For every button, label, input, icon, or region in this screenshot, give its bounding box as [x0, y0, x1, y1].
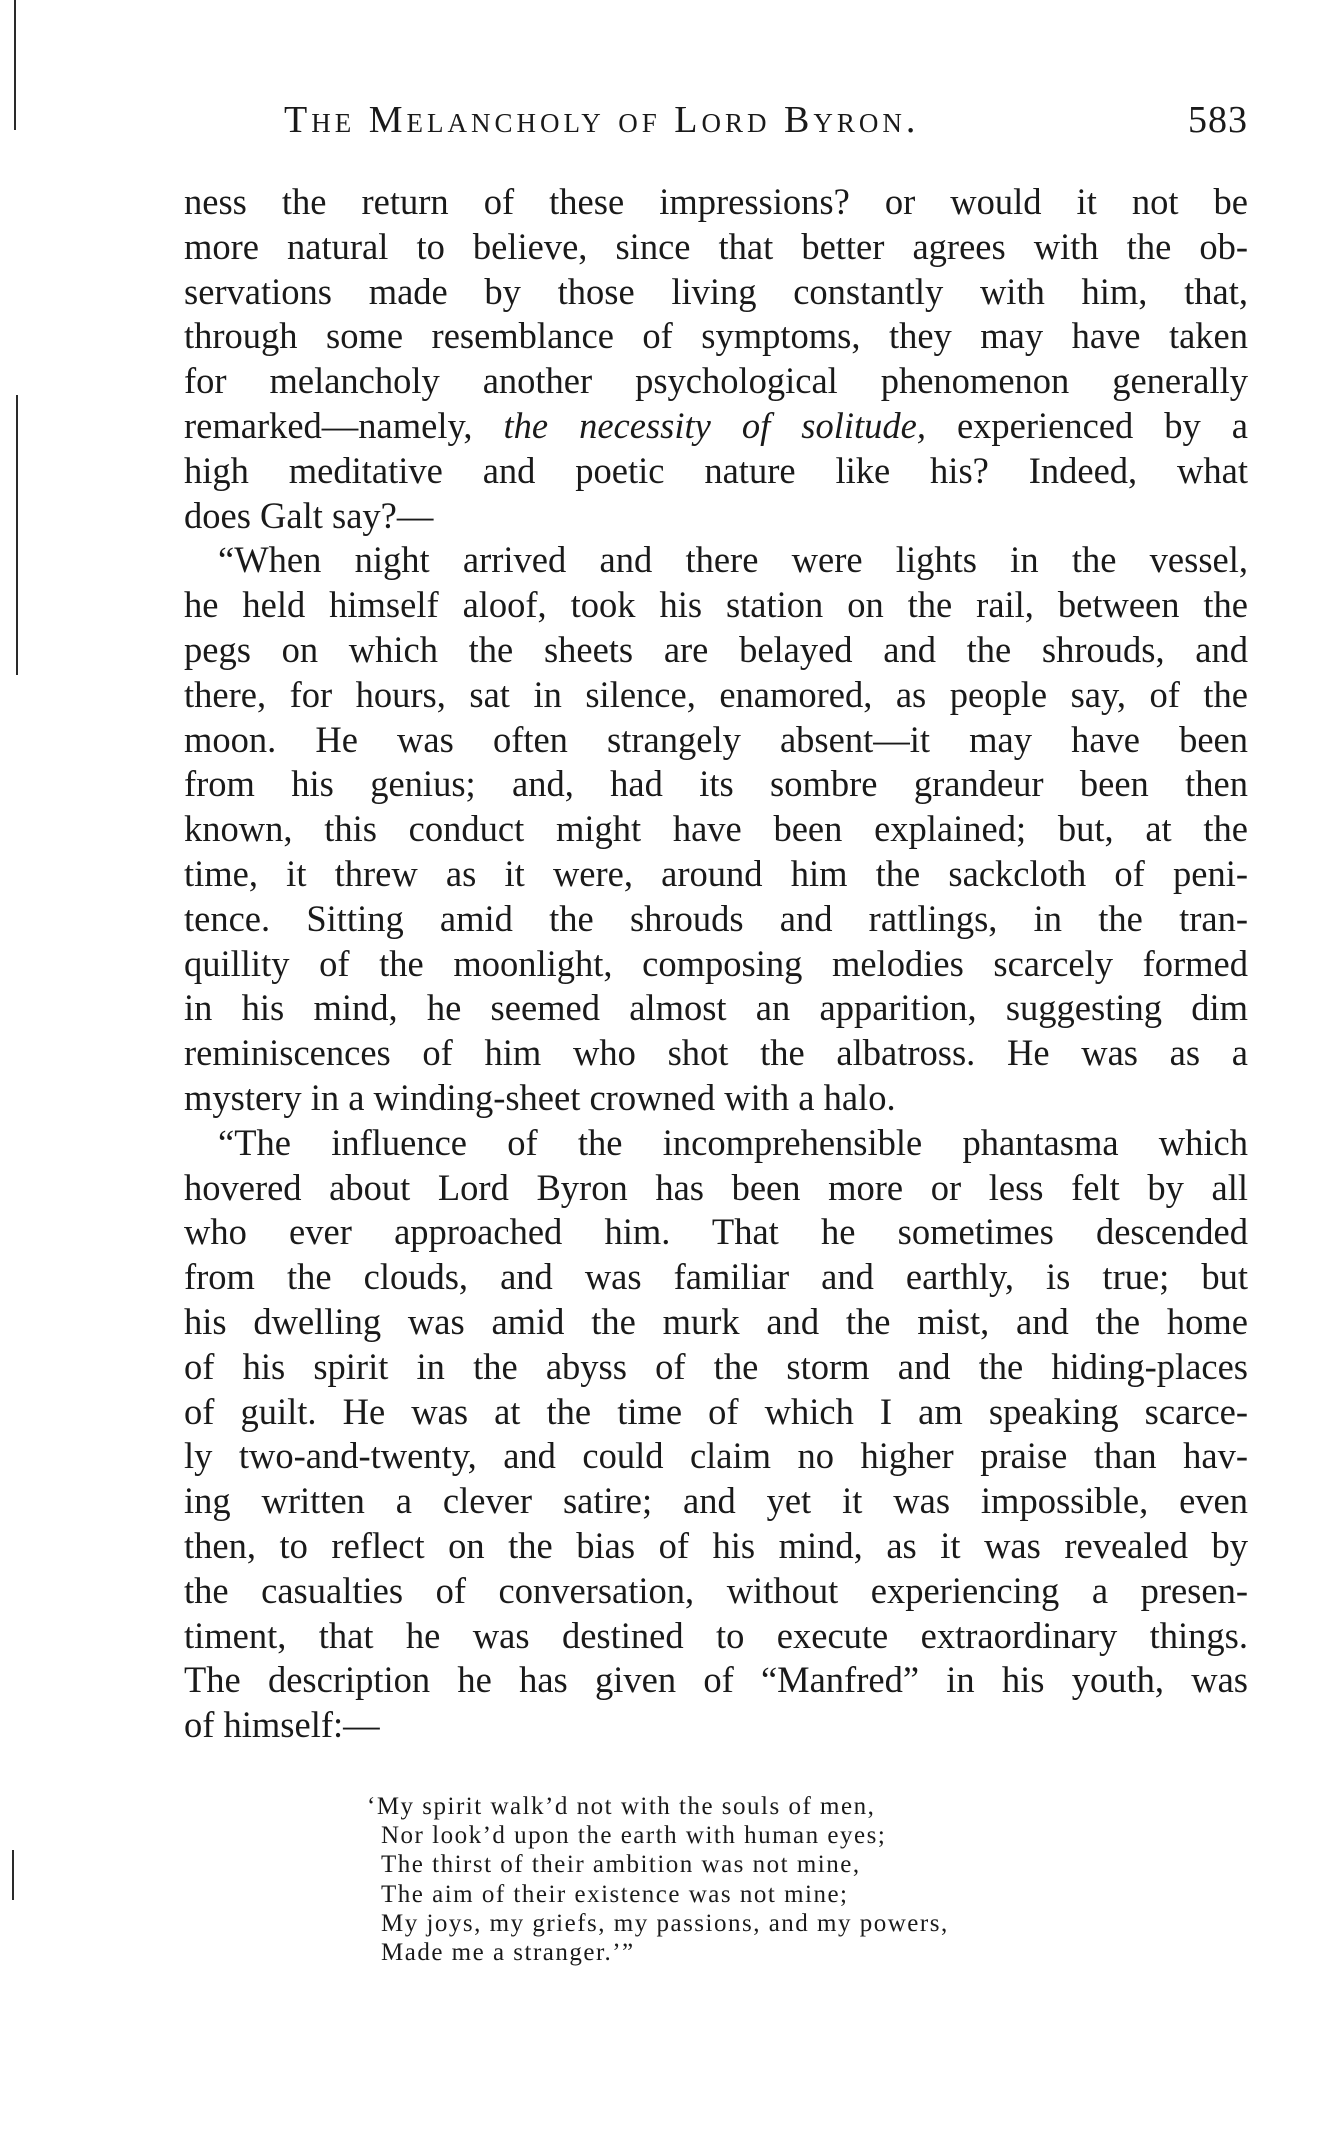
text-fragment: experienced by a	[925, 404, 1248, 446]
text-line: more natural to believe, since that better agrees with the ob-	[184, 225, 1248, 267]
text-line: The description he has given of “Manfred” in his youth, was	[184, 1659, 1248, 1701]
text-line: known, this conduct might have been explained; but, at the	[184, 808, 1248, 850]
text-line: moon. He was often strangely absent—it may have been	[184, 718, 1248, 760]
text-line: pegs on which the sheets are belayed and the shrouds, and	[184, 628, 1248, 670]
text-line: from the clouds, and was familiar and earthly, is true; but	[184, 1256, 1248, 1298]
text-line: does Galt say?—	[184, 494, 434, 536]
scan-margin-mark	[16, 395, 18, 675]
text-line: through some resemblance of symptoms, they may have taken	[184, 315, 1248, 357]
verse-quotation	[367, 1792, 1147, 1967]
text-line: mystery in a winding-sheet crowned with a halo.	[184, 1076, 896, 1118]
text-line: time, it threw as it were, around him the sackcloth of peni-	[184, 852, 1248, 894]
text-line: he held himself aloof, took his station on the rail, between the	[184, 584, 1248, 626]
quote-paragraph-start: “When night arrived and there were lights in the vessel,	[218, 539, 1248, 581]
scan-margin-mark	[12, 1850, 14, 1900]
scan-margin-mark	[14, 0, 16, 130]
text-line: then, to reflect on the bias of his mind, as it was revealed by	[184, 1524, 1248, 1566]
verse-line: My joys, my griefs, my passions, and my powers,	[381, 1909, 949, 1937]
text-line: who ever approached him. That he sometimes descended	[184, 1211, 1248, 1253]
verse-line: ‘My spirit walk’d not with the souls of men,	[367, 1793, 876, 1820]
text-line: hovered about Lord Byron has been more or less felt by all	[184, 1166, 1248, 1208]
text-line: of guilt. He was at the time of which I am speaking scarce-	[184, 1390, 1248, 1432]
verse-line: The thirst of their ambition was not mine,	[381, 1851, 861, 1879]
running-head	[184, 98, 1248, 150]
text-line: ly two-and-twenty, and could claim no higher praise than hav-	[184, 1435, 1248, 1477]
quote-paragraph-start: “The influence of the incomprehensible phantasma which	[218, 1121, 1248, 1163]
text-fragment: remarked—namely,	[184, 404, 504, 446]
body-text	[184, 180, 1248, 1748]
text-line: from his genius; and, had its sombre grandeur been then	[184, 763, 1248, 805]
text-line: reminiscences of him who shot the albatross. He was as a	[184, 1032, 1248, 1074]
text-line: of himself:—	[184, 1704, 380, 1746]
page-number: 583	[1188, 99, 1248, 141]
text-line: in his mind, he seemed almost an apparition, suggesting dim	[184, 987, 1248, 1029]
text-line: of his spirit in the abyss of the storm and the hiding-places	[184, 1345, 1248, 1387]
running-title: The Melancholy of Lord Byron.	[284, 99, 920, 141]
text-line: ing written a clever satire; and yet it was impossible, even	[184, 1480, 1248, 1522]
text-line: quillity of the moonlight, composing melodies scarcely formed	[184, 942, 1248, 984]
verse-line: Made me a stranger.’”	[381, 1938, 635, 1966]
verse-line: Nor look’d upon the earth with human eyes;	[381, 1822, 887, 1850]
text-line: timent, that he was destined to execute extraordinary things.	[184, 1614, 1248, 1656]
text-line: the casualties of conversation, without experiencing a presen-	[184, 1569, 1248, 1611]
text-line: for melancholy another psychological phenomenon generally	[184, 360, 1248, 402]
text-line: his dwelling was amid the murk and the mist, and the home	[184, 1300, 1248, 1342]
italic-phrase: the necessity of solitude,	[503, 404, 926, 446]
text-line: servations made by those living constantly with him, that,	[184, 270, 1248, 312]
text-line: ness the return of these impressions? or would it not be	[184, 181, 1248, 222]
text-line-with-italic	[184, 404, 1248, 449]
text-line: high meditative and poetic nature like his? Indeed, what	[184, 449, 1248, 491]
text-line: tence. Sitting amid the shrouds and rattlings, in the tran-	[184, 897, 1248, 939]
text-line: there, for hours, sat in silence, enamored, as people say, of the	[184, 673, 1248, 715]
verse-line: The aim of their existence was not mine;	[381, 1880, 849, 1908]
